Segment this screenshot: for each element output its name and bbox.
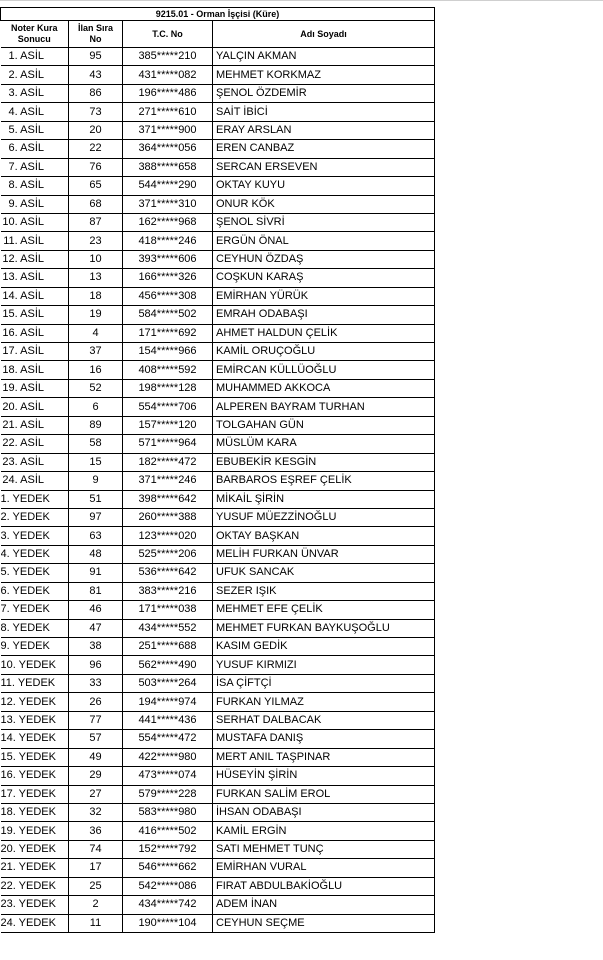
name-cell: SERCAN ERSEVEN <box>213 158 435 176</box>
ilan-no-cell: 96 <box>69 656 123 674</box>
name-cell: EMİRHAN YÜRÜK <box>213 287 435 305</box>
ilan-no-cell: 26 <box>69 693 123 711</box>
name-cell: SATI MEHMET TUNÇ <box>213 840 435 858</box>
name-cell: OKTAY KUYU <box>213 177 435 195</box>
tc-no-cell: 171*****692 <box>123 324 213 342</box>
result-cell: 20. YEDEK <box>1 840 69 858</box>
name-cell: SAİT İBİCİ <box>213 103 435 121</box>
tc-no-cell: 431*****082 <box>123 66 213 84</box>
header-row <box>1 21 435 48</box>
ilan-no-cell: 46 <box>69 601 123 619</box>
tc-no-cell: 166*****326 <box>123 269 213 287</box>
tc-no-cell: 579*****228 <box>123 785 213 803</box>
result-cell: 14. ASİL <box>1 287 69 305</box>
table-row <box>1 840 435 858</box>
result-cell: 7. ASİL <box>1 158 69 176</box>
result-cell: 1. ASİL <box>1 48 69 66</box>
ilan-no-cell: 13 <box>69 269 123 287</box>
tc-no-cell: 536*****642 <box>123 564 213 582</box>
table-row <box>1 84 435 102</box>
tc-no-cell: 554*****706 <box>123 398 213 416</box>
ilan-no-cell: 36 <box>69 822 123 840</box>
result-cell: 19. YEDEK <box>1 822 69 840</box>
ilan-no-cell: 37 <box>69 343 123 361</box>
result-cell: 24. YEDEK <box>1 914 69 932</box>
ilan-no-cell: 38 <box>69 638 123 656</box>
name-cell: EMİRCAN KÜLLÜOĞLU <box>213 361 435 379</box>
ilan-no-cell: 20 <box>69 121 123 139</box>
header-tc-no: T.C. No <box>123 21 213 48</box>
tc-no-cell: 190*****104 <box>123 914 213 932</box>
table-row <box>1 656 435 674</box>
name-cell: İSA ÇİFTÇİ <box>213 674 435 692</box>
table-row <box>1 508 435 526</box>
table-row <box>1 103 435 121</box>
tc-no-cell: 371*****900 <box>123 121 213 139</box>
name-cell: ERGÜN ÖNAL <box>213 232 435 250</box>
tc-no-cell: 271*****610 <box>123 103 213 121</box>
ilan-no-cell: 27 <box>69 785 123 803</box>
table-row <box>1 121 435 139</box>
table-row <box>1 803 435 821</box>
result-cell: 11. ASİL <box>1 232 69 250</box>
table-row <box>1 767 435 785</box>
table-row <box>1 398 435 416</box>
result-cell: 6. ASİL <box>1 140 69 158</box>
ilan-no-cell: 17 <box>69 859 123 877</box>
header-noter-result <box>1 21 69 48</box>
ilan-no-cell: 52 <box>69 379 123 397</box>
header-noter-line1: Noter Kura <box>10 23 58 33</box>
tc-no-cell: 388*****658 <box>123 158 213 176</box>
name-cell: EMİRHAN VURAL <box>213 859 435 877</box>
tc-no-cell: 583*****980 <box>123 803 213 821</box>
tc-no-cell: 473*****074 <box>123 767 213 785</box>
result-cell: 8. ASİL <box>1 177 69 195</box>
tc-no-cell: 260*****388 <box>123 508 213 526</box>
name-cell: KASIM GEDİK <box>213 638 435 656</box>
table-row <box>1 269 435 287</box>
ilan-no-cell: 91 <box>69 564 123 582</box>
tc-no-cell: 194*****974 <box>123 693 213 711</box>
tc-no-cell: 171*****038 <box>123 601 213 619</box>
result-cell: 9. ASİL <box>1 195 69 213</box>
table-row <box>1 693 435 711</box>
tc-no-cell: 154*****966 <box>123 343 213 361</box>
tc-no-cell: 571*****964 <box>123 435 213 453</box>
ilan-no-cell: 9 <box>69 472 123 490</box>
table-row <box>1 379 435 397</box>
result-cell: 4. YEDEK <box>1 545 69 563</box>
table-row <box>1 140 435 158</box>
result-cell: 21. YEDEK <box>1 859 69 877</box>
table-title: 9215.01 - Orman İşçisi (Küre) <box>1 8 435 21</box>
header-ilan-line2: No <box>89 34 102 44</box>
name-cell: AHMET HALDUN ÇELİK <box>213 324 435 342</box>
result-cell: 6. YEDEK <box>1 582 69 600</box>
tc-no-cell: 196*****486 <box>123 84 213 102</box>
tc-no-cell: 371*****310 <box>123 195 213 213</box>
table-row <box>1 213 435 231</box>
tc-no-cell: 398*****642 <box>123 490 213 508</box>
ilan-no-cell: 63 <box>69 527 123 545</box>
tc-no-cell: 251*****688 <box>123 638 213 656</box>
result-cell: 13. YEDEK <box>1 711 69 729</box>
tc-no-cell: 544*****290 <box>123 177 213 195</box>
result-cell: 3. ASİL <box>1 84 69 102</box>
table-row <box>1 859 435 877</box>
name-cell: HÜSEYİN ŞİRİN <box>213 767 435 785</box>
tc-no-cell: 546*****662 <box>123 859 213 877</box>
header-noter-line2: Sonucu <box>17 34 51 44</box>
ilan-no-cell: 65 <box>69 177 123 195</box>
table-row <box>1 748 435 766</box>
ilan-no-cell: 43 <box>69 66 123 84</box>
tc-no-cell: 418*****246 <box>123 232 213 250</box>
result-cell: 11. YEDEK <box>1 674 69 692</box>
tc-no-cell: 182*****472 <box>123 453 213 471</box>
tc-no-cell: 123*****020 <box>123 527 213 545</box>
ilan-no-cell: 51 <box>69 490 123 508</box>
table-row <box>1 545 435 563</box>
name-cell: TOLGAHAN GÜN <box>213 416 435 434</box>
name-cell: MERT ANIL TAŞPINAR <box>213 748 435 766</box>
name-cell: ERAY ARSLAN <box>213 121 435 139</box>
table-row <box>1 232 435 250</box>
tc-no-cell: 162*****968 <box>123 213 213 231</box>
table-row <box>1 896 435 914</box>
result-cell: 2. YEDEK <box>1 508 69 526</box>
name-cell: YUSUF KIRMIZI <box>213 656 435 674</box>
tc-no-cell: 364*****056 <box>123 140 213 158</box>
table-row <box>1 711 435 729</box>
tc-no-cell: 198*****128 <box>123 379 213 397</box>
ilan-no-cell: 18 <box>69 287 123 305</box>
table-row <box>1 66 435 84</box>
ilan-no-cell: 2 <box>69 896 123 914</box>
name-cell: EREN CANBAZ <box>213 140 435 158</box>
ilan-no-cell: 86 <box>69 84 123 102</box>
name-cell: ONUR KÖK <box>213 195 435 213</box>
result-cell: 18. ASİL <box>1 361 69 379</box>
ilan-no-cell: 10 <box>69 250 123 268</box>
name-cell: FURKAN YILMAZ <box>213 693 435 711</box>
header-name: Adı Soyadı <box>213 21 435 48</box>
table-row <box>1 343 435 361</box>
tc-no-cell: 416*****502 <box>123 822 213 840</box>
table-row <box>1 361 435 379</box>
result-cell: 15. ASİL <box>1 306 69 324</box>
table-row <box>1 619 435 637</box>
table-row <box>1 877 435 895</box>
name-cell: MUSTAFA DANIŞ <box>213 730 435 748</box>
ilan-no-cell: 15 <box>69 453 123 471</box>
ilan-no-cell: 23 <box>69 232 123 250</box>
ilan-no-cell: 4 <box>69 324 123 342</box>
tc-no-cell: 385*****210 <box>123 48 213 66</box>
table-row <box>1 582 435 600</box>
result-cell: 3. YEDEK <box>1 527 69 545</box>
header-ilan-line1: İlan Sıra <box>77 23 113 33</box>
name-cell: MÜSLÜM KARA <box>213 435 435 453</box>
result-cell: 16. YEDEK <box>1 767 69 785</box>
table-row <box>1 638 435 656</box>
name-cell: SEZER IŞIK <box>213 582 435 600</box>
ilan-no-cell: 76 <box>69 158 123 176</box>
name-cell: CEYHUN ÖZDAŞ <box>213 250 435 268</box>
tc-no-cell: 434*****552 <box>123 619 213 637</box>
results-table <box>0 7 435 933</box>
table-row <box>1 48 435 66</box>
tc-no-cell: 152*****792 <box>123 840 213 858</box>
name-cell: MEHMET KORKMAZ <box>213 66 435 84</box>
table-row <box>1 158 435 176</box>
result-cell: 12. YEDEK <box>1 693 69 711</box>
name-cell: KAMİL ORUÇOĞLU <box>213 343 435 361</box>
name-cell: EMRAH ODABAŞI <box>213 306 435 324</box>
name-cell: KAMİL ERGİN <box>213 822 435 840</box>
tc-no-cell: 383*****216 <box>123 582 213 600</box>
tc-no-cell: 408*****592 <box>123 361 213 379</box>
tc-no-cell: 371*****246 <box>123 472 213 490</box>
name-cell: ADEM İNAN <box>213 896 435 914</box>
table-row <box>1 785 435 803</box>
name-cell: CEYHUN SEÇME <box>213 914 435 932</box>
result-cell: 5. ASİL <box>1 121 69 139</box>
ilan-no-cell: 33 <box>69 674 123 692</box>
result-cell: 7. YEDEK <box>1 601 69 619</box>
result-cell: 15. YEDEK <box>1 748 69 766</box>
tc-no-cell: 542*****086 <box>123 877 213 895</box>
ilan-no-cell: 32 <box>69 803 123 821</box>
result-cell: 22. YEDEK <box>1 877 69 895</box>
tc-no-cell: 525*****206 <box>123 545 213 563</box>
name-cell: YALÇIN AKMAN <box>213 48 435 66</box>
ilan-no-cell: 47 <box>69 619 123 637</box>
result-cell: 12. ASİL <box>1 250 69 268</box>
table-row <box>1 177 435 195</box>
ilan-no-cell: 89 <box>69 416 123 434</box>
table-row <box>1 195 435 213</box>
table-row <box>1 453 435 471</box>
table-row <box>1 306 435 324</box>
name-cell: ŞENOL ÖZDEMİR <box>213 84 435 102</box>
name-cell: YUSUF MÜEZZİNOĞLU <box>213 508 435 526</box>
result-cell: 4. ASİL <box>1 103 69 121</box>
name-cell: BARBAROS EŞREF ÇELİK <box>213 472 435 490</box>
table-row <box>1 472 435 490</box>
result-cell: 16. ASİL <box>1 324 69 342</box>
tc-no-cell: 503*****264 <box>123 674 213 692</box>
result-cell: 10. YEDEK <box>1 656 69 674</box>
name-cell: OKTAY BAŞKAN <box>213 527 435 545</box>
result-cell: 24. ASİL <box>1 472 69 490</box>
top-rule <box>0 0 603 1</box>
result-cell: 13. ASİL <box>1 269 69 287</box>
result-cell: 19. ASİL <box>1 379 69 397</box>
result-cell: 18. YEDEK <box>1 803 69 821</box>
name-cell: FIRAT ABDULBAKİOĞLU <box>213 877 435 895</box>
ilan-no-cell: 48 <box>69 545 123 563</box>
name-cell: MEHMET FURKAN BAYKUŞOĞLU <box>213 619 435 637</box>
ilan-no-cell: 58 <box>69 435 123 453</box>
table-row <box>1 822 435 840</box>
ilan-no-cell: 97 <box>69 508 123 526</box>
ilan-no-cell: 49 <box>69 748 123 766</box>
table-row <box>1 730 435 748</box>
result-cell: 17. YEDEK <box>1 785 69 803</box>
name-cell: İHSAN ODABAŞI <box>213 803 435 821</box>
result-cell: 21. ASİL <box>1 416 69 434</box>
tc-no-cell: 157*****120 <box>123 416 213 434</box>
ilan-no-cell: 22 <box>69 140 123 158</box>
table-body <box>1 48 435 933</box>
result-cell: 23. YEDEK <box>1 896 69 914</box>
table-row <box>1 564 435 582</box>
tc-no-cell: 554*****472 <box>123 730 213 748</box>
result-cell: 23. ASİL <box>1 453 69 471</box>
name-cell: MELİH FURKAN ÜNVAR <box>213 545 435 563</box>
ilan-no-cell: 68 <box>69 195 123 213</box>
table-row <box>1 324 435 342</box>
table-row <box>1 287 435 305</box>
name-cell: MİKAİL ŞİRİN <box>213 490 435 508</box>
tc-no-cell: 456*****308 <box>123 287 213 305</box>
tc-no-cell: 562*****490 <box>123 656 213 674</box>
result-cell: 8. YEDEK <box>1 619 69 637</box>
ilan-no-cell: 73 <box>69 103 123 121</box>
table-row <box>1 527 435 545</box>
tc-no-cell: 434*****742 <box>123 896 213 914</box>
ilan-no-cell: 11 <box>69 914 123 932</box>
tc-no-cell: 584*****502 <box>123 306 213 324</box>
table-row <box>1 435 435 453</box>
table-row <box>1 250 435 268</box>
name-cell: UFUK SANCAK <box>213 564 435 582</box>
result-cell: 14. YEDEK <box>1 730 69 748</box>
name-cell: COŞKUN KARAŞ <box>213 269 435 287</box>
tc-no-cell: 441*****436 <box>123 711 213 729</box>
table-row <box>1 601 435 619</box>
table-row <box>1 674 435 692</box>
ilan-no-cell: 74 <box>69 840 123 858</box>
result-cell: 22. ASİL <box>1 435 69 453</box>
result-sheet <box>0 7 435 933</box>
result-cell: 2. ASİL <box>1 66 69 84</box>
name-cell: MUHAMMED AKKOCA <box>213 379 435 397</box>
result-cell: 17. ASİL <box>1 343 69 361</box>
ilan-no-cell: 95 <box>69 48 123 66</box>
table-row <box>1 490 435 508</box>
header-ilan-no <box>69 21 123 48</box>
result-cell: 20. ASİL <box>1 398 69 416</box>
ilan-no-cell: 81 <box>69 582 123 600</box>
result-cell: 1. YEDEK <box>1 490 69 508</box>
ilan-no-cell: 57 <box>69 730 123 748</box>
tc-no-cell: 393*****606 <box>123 250 213 268</box>
ilan-no-cell: 87 <box>69 213 123 231</box>
ilan-no-cell: 16 <box>69 361 123 379</box>
ilan-no-cell: 29 <box>69 767 123 785</box>
name-cell: FURKAN SALİM EROL <box>213 785 435 803</box>
ilan-no-cell: 25 <box>69 877 123 895</box>
table-row <box>1 914 435 932</box>
result-cell: 10. ASİL <box>1 213 69 231</box>
ilan-no-cell: 6 <box>69 398 123 416</box>
name-cell: EBUBEKİR KESGİN <box>213 453 435 471</box>
name-cell: MEHMET EFE ÇELİK <box>213 601 435 619</box>
ilan-no-cell: 77 <box>69 711 123 729</box>
name-cell: ALPEREN BAYRAM TURHAN <box>213 398 435 416</box>
name-cell: SERHAT DALBACAK <box>213 711 435 729</box>
result-cell: 5. YEDEK <box>1 564 69 582</box>
tc-no-cell: 422*****980 <box>123 748 213 766</box>
table-row <box>1 416 435 434</box>
result-cell: 9. YEDEK <box>1 638 69 656</box>
ilan-no-cell: 19 <box>69 306 123 324</box>
name-cell: ŞENOL SİVRİ <box>213 213 435 231</box>
